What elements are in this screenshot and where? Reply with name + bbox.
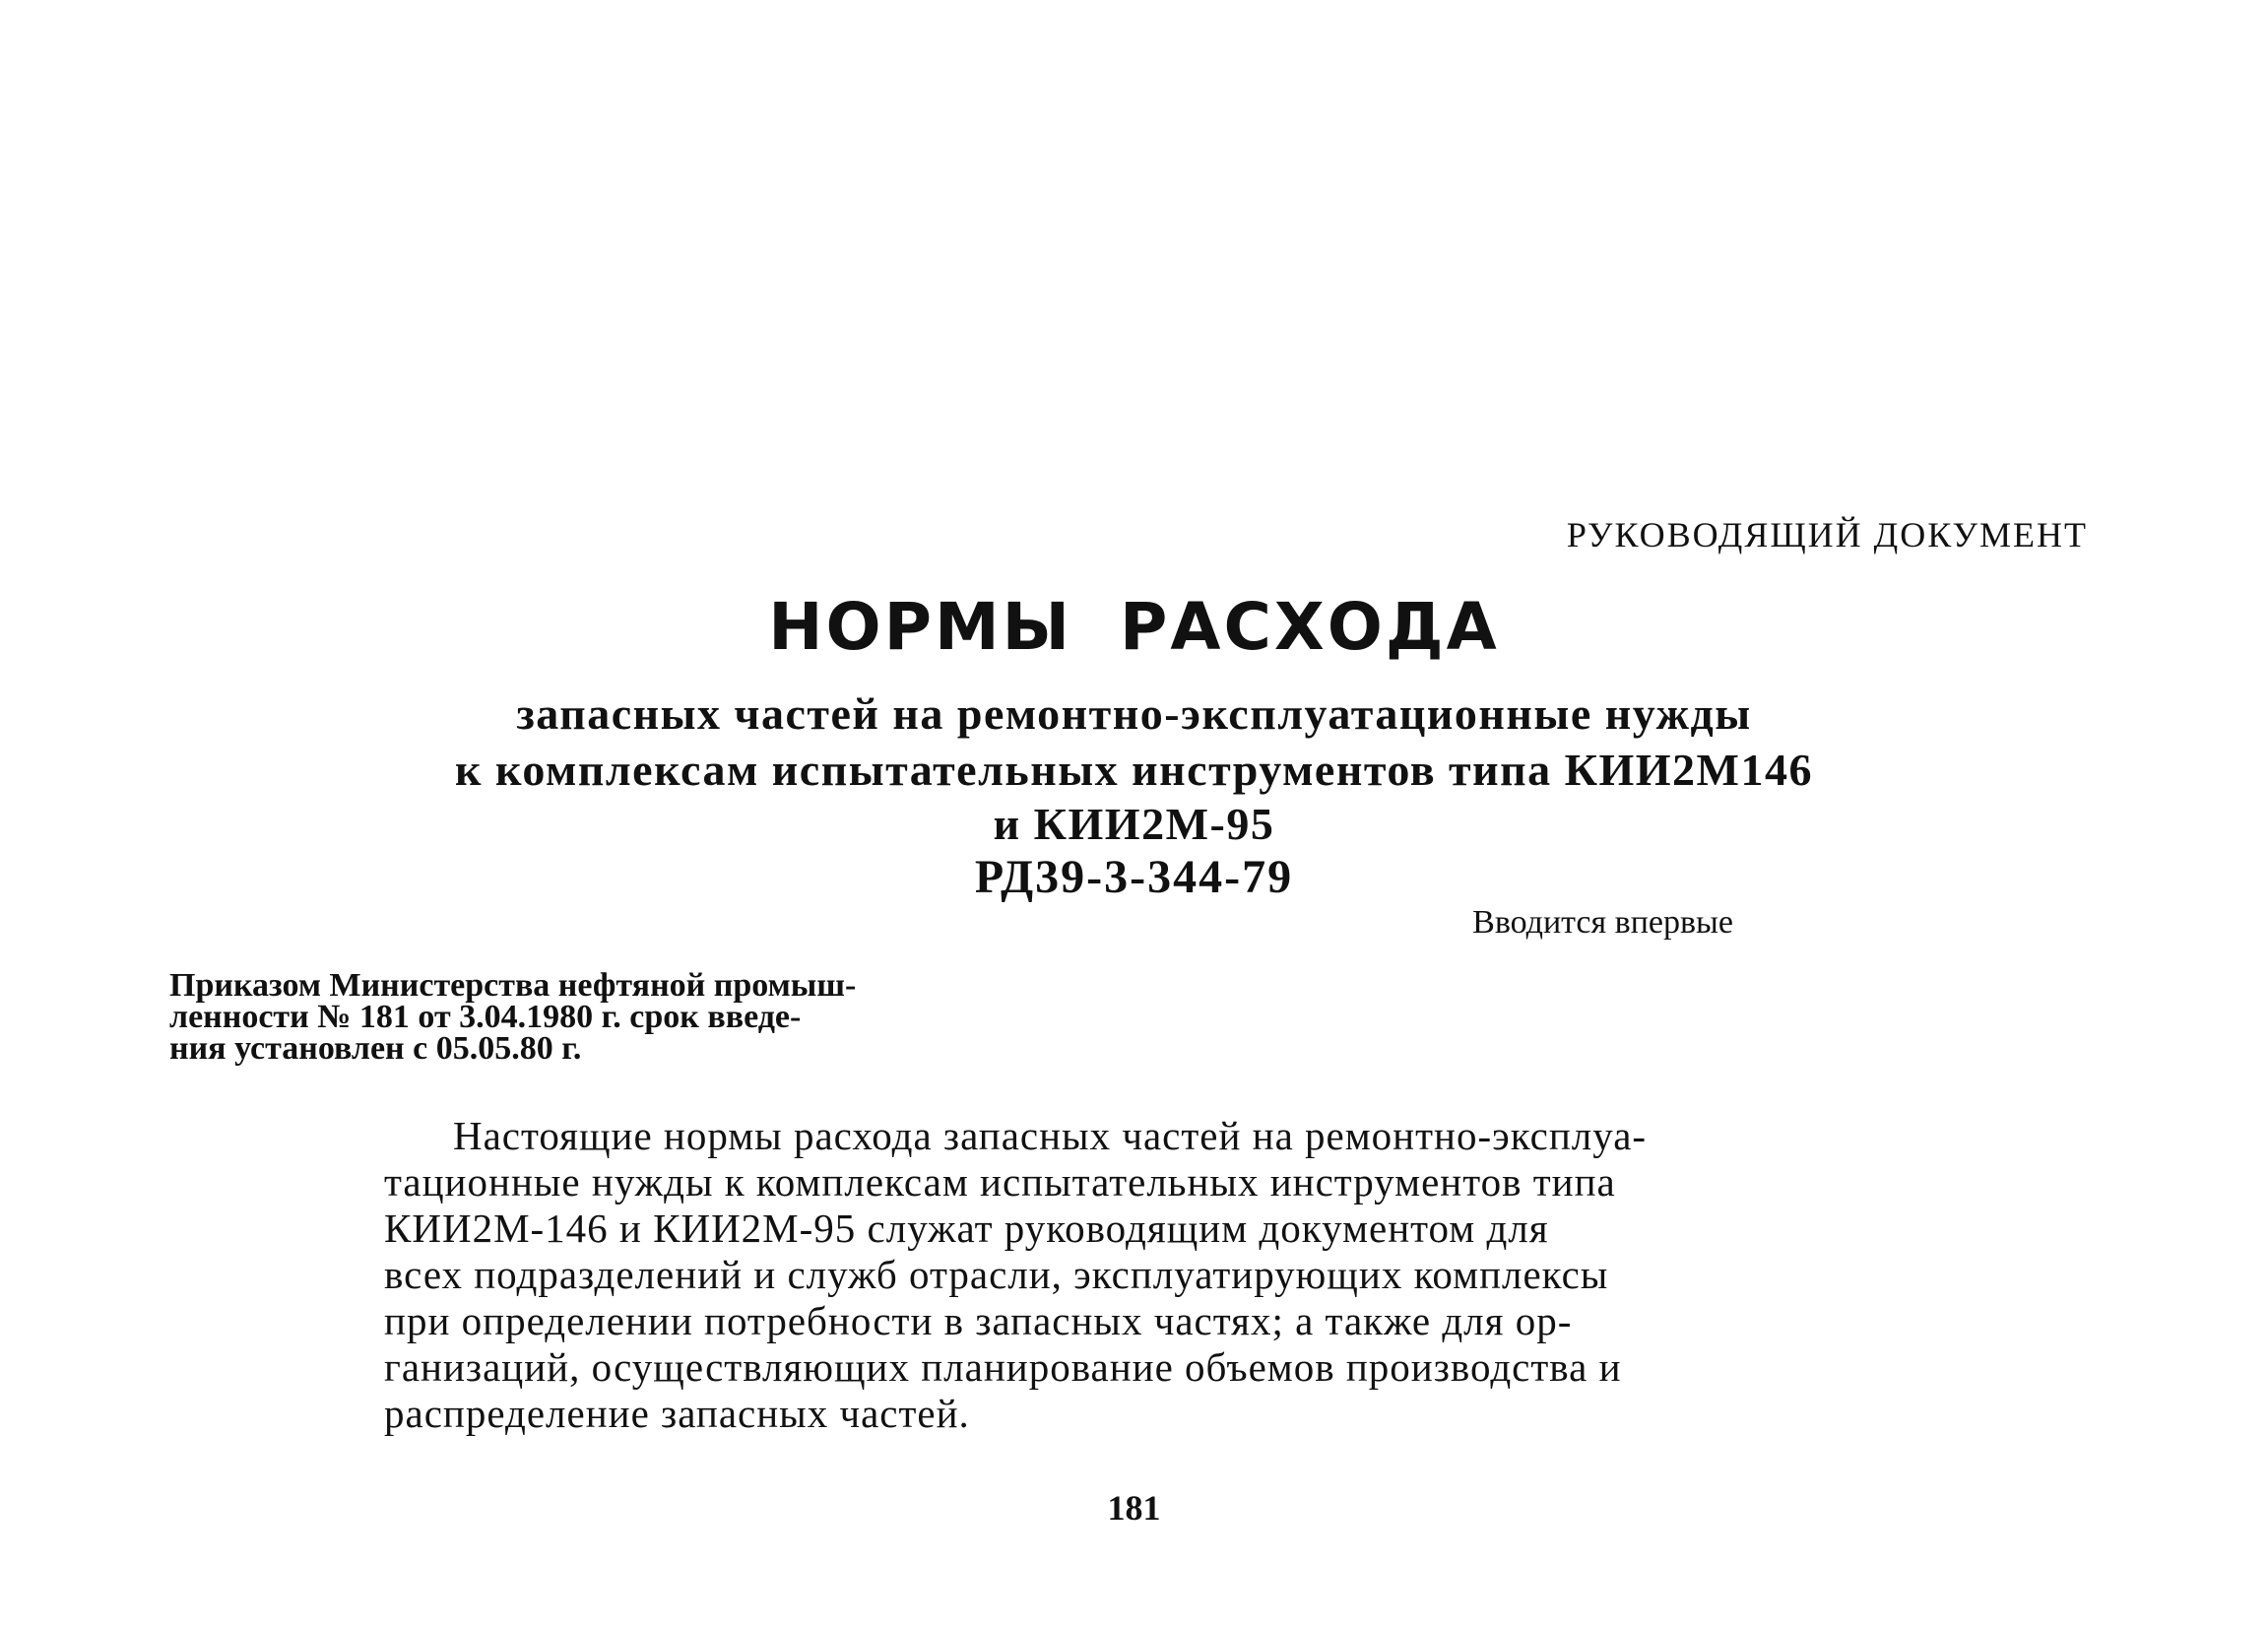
body-line: распределение запасных частей. (384, 1391, 970, 1436)
subtitle-line: запасных частей на ремонтно-эксплуатационные нужды (516, 688, 1752, 739)
body-line: КИИ2М-146 и КИИ2М-95 служат руководящим документом для (384, 1205, 1549, 1251)
order-note (169, 967, 1016, 1067)
order-note-line: ленности № 181 от 3.04.1980 г. срок введе- (169, 999, 802, 1035)
document-type-label: РУКОВОДЯЩИЙ ДОКУМЕНТ (1566, 515, 2088, 554)
intro-note: Вводится впервые (1472, 904, 1733, 941)
page-number: 181 (1107, 1488, 1161, 1528)
body-line: тационные нужды к комплексам испытательных инструментов типа (384, 1159, 1616, 1205)
order-note-line: ния установлен с 05.05.80 г. (169, 1030, 582, 1067)
subtitle-line: к комплексам испытательных инструментов типа КИИ2М146 (455, 745, 1813, 795)
document-code: РД39-3-344-79 (974, 851, 1294, 903)
body-line: всех подразделений и служб отрасли, эксплуатирующих комплексы (384, 1252, 1609, 1297)
body-line: ганизаций, осуществляющих планирование объемов производства и (384, 1344, 1622, 1390)
body-line: Настоящие нормы расхода запасных частей на ремонтно-эксплуа- (453, 1113, 1648, 1158)
subtitle-line: и КИИ2М-95 (993, 799, 1275, 849)
order-note-line: Приказом Министерства нефтяной промыш- (169, 967, 857, 1004)
body-paragraph (384, 1113, 1881, 1437)
body-line: при определении потребности в запасных частях; а также для ор- (384, 1298, 1573, 1343)
document-title: НОРМЫ РАСХОДА (768, 589, 1500, 665)
